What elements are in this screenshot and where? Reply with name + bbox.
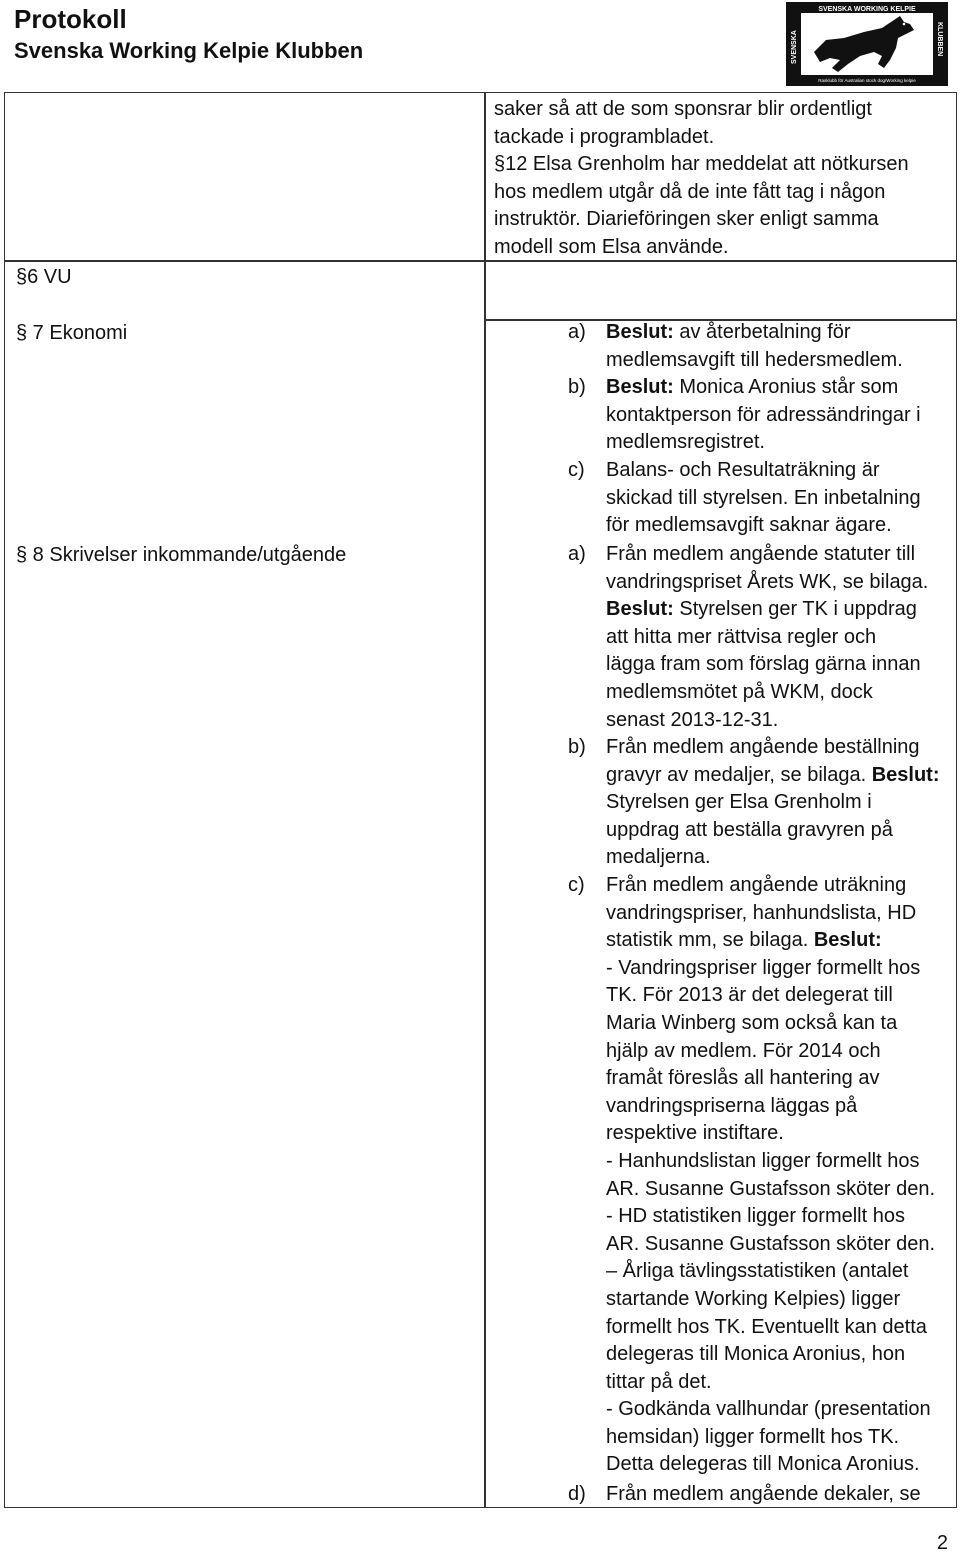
continued-text: saker så att de som sponsrar blir ordentligt tackade i programbladet. §12 Elsa Grenholm har meddelat att nötkursen hos medlem utgår då de inte fått tag i någon instruktör. Diarieföringen sker enligt samma modell som Elsa använde. [494, 98, 909, 258]
item-marker: b) [568, 376, 586, 398]
logo-text-right: KLUBBEN [936, 22, 943, 57]
section-8-skrivelser: § 8 Skrivelser inkommande/utgående [16, 544, 347, 566]
skrivelser-item-a: Från medlem angående statuter till vandringspriset Årets WK, se bilaga. Beslut: Styrelsen ger TK i uppdrag att hitta mer rättvisa regler och lägga fram som förslag gärna innan medlemsmötet på WKM, dock senast 2013-12-31. [606, 543, 929, 731]
page-title: Protokoll [14, 4, 127, 34]
item-marker: a) [568, 321, 586, 343]
ekonomi-item-c: Balans- och Resultaträkning är skickad till styrelsen. En inbetalning för medlemsavgift saknar ägare. [606, 459, 921, 537]
item-marker: c) [568, 874, 585, 896]
section-6-vu: §6 VU [16, 266, 72, 288]
beslut-label: Beslut: [871, 763, 940, 786]
beslut-label: Beslut: [606, 321, 674, 343]
skrivelser-item-b: Från medlem angående beställning gravyr av medaljer, se bilaga. Beslut: Styrelsen ger Elsa Grenholm i uppdrag att beställa gravyren på medaljerna. [606, 736, 940, 869]
item-marker: b) [568, 736, 586, 758]
logo-text-left: SVENSKA [791, 30, 798, 64]
page-number: 2 [936, 1532, 948, 1554]
section-7-ekonomi: § 7 Ekonomi [16, 322, 128, 344]
logo-text-top: SVENSKA WORKING KELPIE [818, 6, 916, 13]
logo-text-bottom: Rasklubb för Australian stock dog/Working kelpie [818, 78, 916, 83]
beslut-label: Beslut: [813, 929, 882, 952]
ekonomi-item-b: Beslut: Monica Aronius står som kontaktperson för adressändringar i medlemsregistret. [606, 376, 921, 454]
item-marker: c) [568, 459, 585, 481]
beslut-label: Beslut: [606, 598, 674, 621]
item-marker: a) [568, 543, 586, 565]
item-marker: d) [568, 1483, 586, 1505]
skrivelser-item-c: Från medlem angående uträkning vandringspriser, hanhundslista, HD statistik mm, se bilaga. Beslut: - Vandringspriser ligger formellt hos TK. För 2013 är det delegerat till Maria Winberg som också kan ta hjälp av medlem. För 2014 och framåt föreslås all hantering av vandringspriserna läggas på respektive instiftare. - Hanhundslistan ligger formellt hos AR. Susanne Gustafsson sköter den. - HD statistiken ligger formellt hos AR. Susanne Gustafsson sköter den. – Årliga tävlingsstatistiken (antalet startande Working Kelpies) ligger formellt hos TK. Eventuellt kan detta delegeras till Monica Aronius, hon tittar på det. - Godkända vallhundar (presentation hemsidan) ligger formellt hos TK. Detta delegeras till Monica Aronius. [606, 874, 936, 1476]
skrivelser-item-d: Från medlem angående dekaler, se [606, 1483, 921, 1505]
club-name: Svenska Working Kelpie Klubben [14, 38, 364, 63]
ekonomi-item-a: Beslut: av återbetalning för medlemsavgift till hedersmedlem. [606, 321, 903, 371]
club-logo [786, 2, 948, 86]
beslut-label: Beslut: [606, 376, 674, 398]
